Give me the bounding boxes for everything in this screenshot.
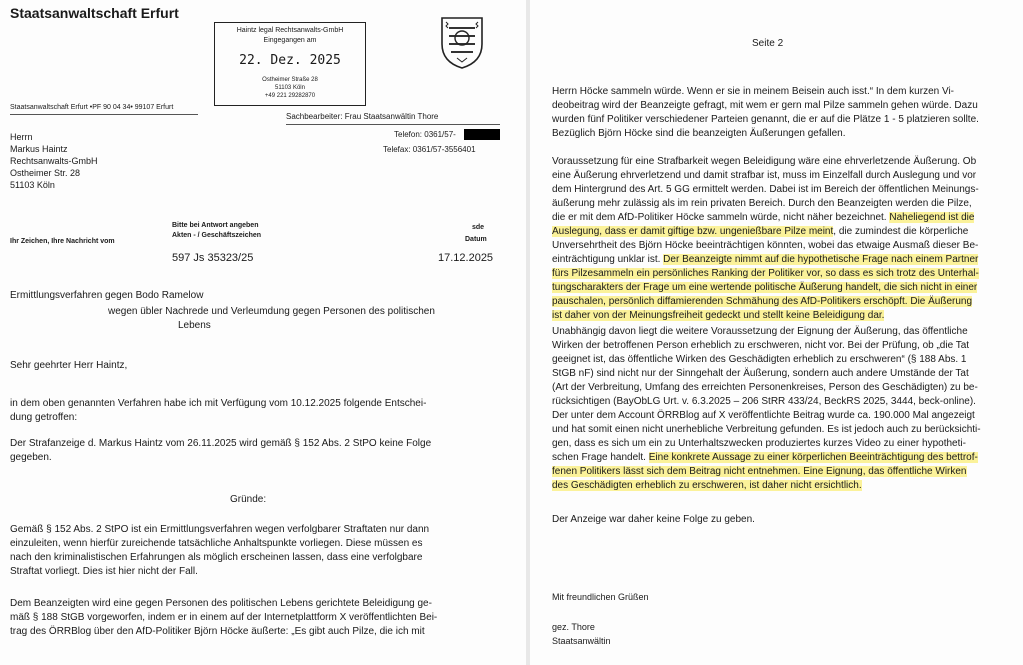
clerk-info: Sachbearbeiter: Frau Staatsanwältin Thore <box>286 112 439 121</box>
fax-number: Telefax: 0361/57-3556401 <box>383 145 476 154</box>
p3-line-6: rücksichtigen (BayObLG Urt. v. 6.3.2025 – 206 StRR 433/24, BeckRS 2025, 3444, beck-online). <box>552 396 976 407</box>
grounds-1-line-3: nach den kriminalistischen Erfahrungen als möglich erscheinen lassen, dass eine verfolgbare <box>10 552 423 563</box>
p2-line-6-highlight: Auslegung, dass er damit giftige bzw. ungenießbare Pilze meint <box>552 226 834 237</box>
recipient-line-5: 51103 Köln <box>10 180 55 190</box>
p3-line-11 <box>552 466 967 477</box>
p2-line-8 <box>552 254 978 265</box>
p2-line-10 <box>552 282 977 293</box>
intro-line-2: dung getroffen: <box>10 412 78 423</box>
phone-number: Telefon: 0361/57- <box>394 130 456 139</box>
p2-line-6-plain: , die zumindest die körperliche <box>833 226 969 237</box>
p2-line-6 <box>552 226 968 237</box>
stamp-org: Haintz legal Rechtsanwalts-GmbH <box>236 27 344 34</box>
p3-line-7: Der unter dem Account ÖRRBlog auf X veröffentlichte Beitrag wurde ca. 190.000 Mal angezeigt <box>552 410 975 421</box>
page-number: Seite 2 <box>752 38 784 49</box>
p3-line-4: StGB nF) sind nicht nur der Sinngehalt der Äußerung, sondern auch andere Umstände der Tat <box>552 368 969 379</box>
p2-line-5 <box>552 212 974 223</box>
p3-line-12 <box>552 480 862 491</box>
your-ref-header: Ihr Zeichen, Ihre Nachricht vom <box>10 238 115 245</box>
clerk-underline <box>286 124 500 125</box>
p2-line-5-plain: die er mit dem AfD-Politiker Höcke sammeln würde, nicht näher bezeichnet. <box>552 212 890 223</box>
p2-line-12-highlight: ist daher von der Meinungsfreiheit gedeckt und stellt keine Beleidigung dar. <box>552 310 885 321</box>
p2-line-1: Voraussetzung für eine Strafbarkeit wegen Beleidigung wäre eine ehrverletzende Äußerung. Ob <box>552 156 977 167</box>
p2-line-8-plain: einträchtigung unklar ist. <box>552 254 664 265</box>
grounds-2-line-3: trag des ÖRRBlog über den AfD-Politiker Björn Höcke äußerte: „Es gibt auch Pilze, die ich mit <box>10 626 425 637</box>
p3-line-3: geeignet ist, das öffentliche Wirken des Geschädigten erheblich zu erschweren“ (§ 188 Abs. 1 <box>552 354 967 365</box>
grounds-title: Gründe: <box>230 494 267 505</box>
stamp-date: 22. Dez. 2025 <box>239 53 341 68</box>
reply-ref-header-2: Akten - / Geschäftszeichen <box>172 232 262 239</box>
p3-line-2: Wirken der betroffenen Person erheblich zu erschweren, nicht vor. Bei der Prüfung, ob „die Tat <box>552 340 970 351</box>
stamp-city: 51103 Köln <box>275 85 305 91</box>
recipient-line-3: Rechtsanwalts-GmbH <box>10 156 98 166</box>
decision-line-2: gegeben. <box>10 452 52 463</box>
recipient-line-2: Markus Haintz <box>10 144 68 154</box>
reply-ref-header-1: Bitte bei Antwort angeben <box>172 222 259 229</box>
p3-line-12-highlight: des Geschädigten erheblich zu erschweren, ist daher nicht ersichtlich. <box>552 480 862 491</box>
subject-line-2: wegen übler Nachrede und Verleumdung gegen Personen des politischen <box>108 306 435 317</box>
sender-underline <box>10 114 198 115</box>
signer-role: Staatsanwältin <box>552 636 611 646</box>
p3-line-11-highlight: fenen Politikers lässt sich dem Beitrag nicht entnehmen. Eine Eignung, das öffentliche Wirken <box>552 466 967 477</box>
thuringia-coat-of-arms-icon <box>437 14 487 70</box>
p2-line-2: eine Äußerung ehrverletzend und damit strafbar ist, muss im Einzelfall durch Auslegung und vor <box>552 170 977 181</box>
p2-line-10-highlight: tungscharakters der Frage um eine wertende politische Äußerung handelt, die sich nicht in einer <box>552 282 978 293</box>
p3-line-5: (Art der Verbreitung, Umfang des erreichten Personenkreises, Person des Geschädigten) zu be- <box>552 382 978 393</box>
authority-heading: Staatsanwaltschaft Erfurt <box>10 5 179 21</box>
date-header-1: sde <box>472 224 485 231</box>
p2-line-11-highlight: pauschalen, persönlich diffamierenden Schmähung des AfD-Politikers erschöpft. Die Äußerung <box>552 296 973 307</box>
stamp-street: Ostheimer Straße 28 <box>262 77 318 83</box>
p3-line-10 <box>552 452 978 463</box>
p2-line-11 <box>552 296 972 307</box>
grounds-2-line-2: mäß § 188 StGB vorgeworfen, indem er in einem auf der Internetplattform X veröffentlichten Bei- <box>10 612 438 623</box>
p1-line-2: deobeitrag wird der Beanzeigte gefragt, mit wem er gern mal Pilze sammeln gehen würde. Dazu <box>552 100 978 111</box>
p3-line-10-plain: schen Frage handelt. <box>552 452 649 463</box>
closing: Mit freundlichen Grüßen <box>552 592 649 602</box>
salutation: Sehr geehrter Herr Haintz, <box>10 360 128 371</box>
decision-line-1: Der Strafanzeige d. Markus Haintz vom 26.11.2025 wird gemäß § 152 Abs. 2 StPO keine Folge <box>10 438 432 449</box>
p2-line-8-highlight: Der Beanzeigte nimmt auf die hypothetische Frage nach einem Partner <box>663 254 979 265</box>
p3-line-1: Unabhängig davon liegt die weitere Voraussetzung der Eignung der Äußerung, das öffentliche <box>552 326 968 337</box>
recipient-line-4: Ostheimer Str. 28 <box>10 168 81 178</box>
letter-page-2 <box>530 0 1023 665</box>
p2-line-12 <box>552 310 884 321</box>
p1-line-3: wurden fünf Politiker verschiedener Parteien genannt, die er auf die Plätze 1 - 5 platzieren sollte. <box>552 114 979 125</box>
p2-line-4: äußerung mehr zulässig als im rein privaten Bereich. Durch den Beanzeigten werden die Pilze, <box>552 198 972 209</box>
p3-line-9: gen, dass es sich um ein zu Unterhaltszwecken produziertes kurzes Video zu einer hypotheti- <box>552 438 966 449</box>
p2-line-7: Unversehrtheit des Björn Höcke beeinträchtigen könnten, wobei das etwaige Ausmaß dieser Be- <box>552 240 979 251</box>
subject-line-1: Ermittlungsverfahren gegen Bodo Ramelow <box>10 290 204 301</box>
p2-line-5-highlight: Naheliegend ist die <box>889 212 975 223</box>
grounds-1-line-1: Gemäß § 152 Abs. 2 StPO ist ein Ermittlungsverfahren wegen verfolgbarer Straftaten nur dann <box>10 524 430 535</box>
stamp-received-label: Eingegangen am <box>263 37 317 44</box>
grounds-1-line-2: einzuleiten, wenn hierfür zureichende tatsächliche Anhaltspunkte vorliegen. Diese müssen es <box>10 538 423 549</box>
grounds-1-line-4: Straftat vorliegt. Dies ist hier nicht der Fall. <box>10 566 198 577</box>
letter-date: 17.12.2025 <box>438 252 494 264</box>
p3-line-8: und hat somit einen nicht unerhebliche Verbreitung gefunden. Es ist jedoch auch zu berücksichti- <box>552 424 981 435</box>
p2-line-9-highlight: fürs Pilzesammeln ein persönliches Ranking der Politiker vor, so dass es sich trotz des Unterhal- <box>552 268 979 279</box>
p1-line-4: Bezüglich Björn Höcke sind die beanzeigten Äußerungen gefallen. <box>552 128 846 139</box>
file-number: 597 Js 35323/25 <box>172 252 254 264</box>
p4-conclusion: Der Anzeige war daher keine Folge zu geben. <box>552 514 755 525</box>
stamp-phone: +49 221 29282870 <box>264 93 316 99</box>
received-stamp <box>214 22 366 106</box>
signature: gez. Thore <box>552 622 595 632</box>
redaction-bar <box>464 129 500 140</box>
intro-line-1: in dem oben genannten Verfahren habe ich mit Verfügung vom 10.12.2025 folgende Entschei- <box>10 398 427 409</box>
subject-line-3: Lebens <box>178 320 211 331</box>
p3-line-10-highlight: Eine konkrete Aussage zu einer körperlichen Beeinträchtigung des bettrof- <box>648 452 978 463</box>
recipient-line-1: Herrn <box>10 132 33 142</box>
grounds-2-line-1: Dem Beanzeigten wird eine gegen Personen des politischen Lebens gerichtete Beleidigung ge- <box>10 598 432 609</box>
p2-line-9 <box>552 268 979 279</box>
date-header-2: Datum <box>465 236 487 243</box>
sender-line: Staatsanwaltschaft Erfurt •PF 90 04 34• 99107 Erfurt <box>10 104 174 111</box>
p1-line-1: Herrn Höcke sammeln würde. Wenn er sie in meinem Beisein auch isst.“ In dem kurzen Vi- <box>552 86 955 97</box>
p2-line-3: dem Hintergrund des Art. 5 GG ermittelt werden. Dabei ist im Bereich der öffentlichen Meinungs- <box>552 184 979 195</box>
